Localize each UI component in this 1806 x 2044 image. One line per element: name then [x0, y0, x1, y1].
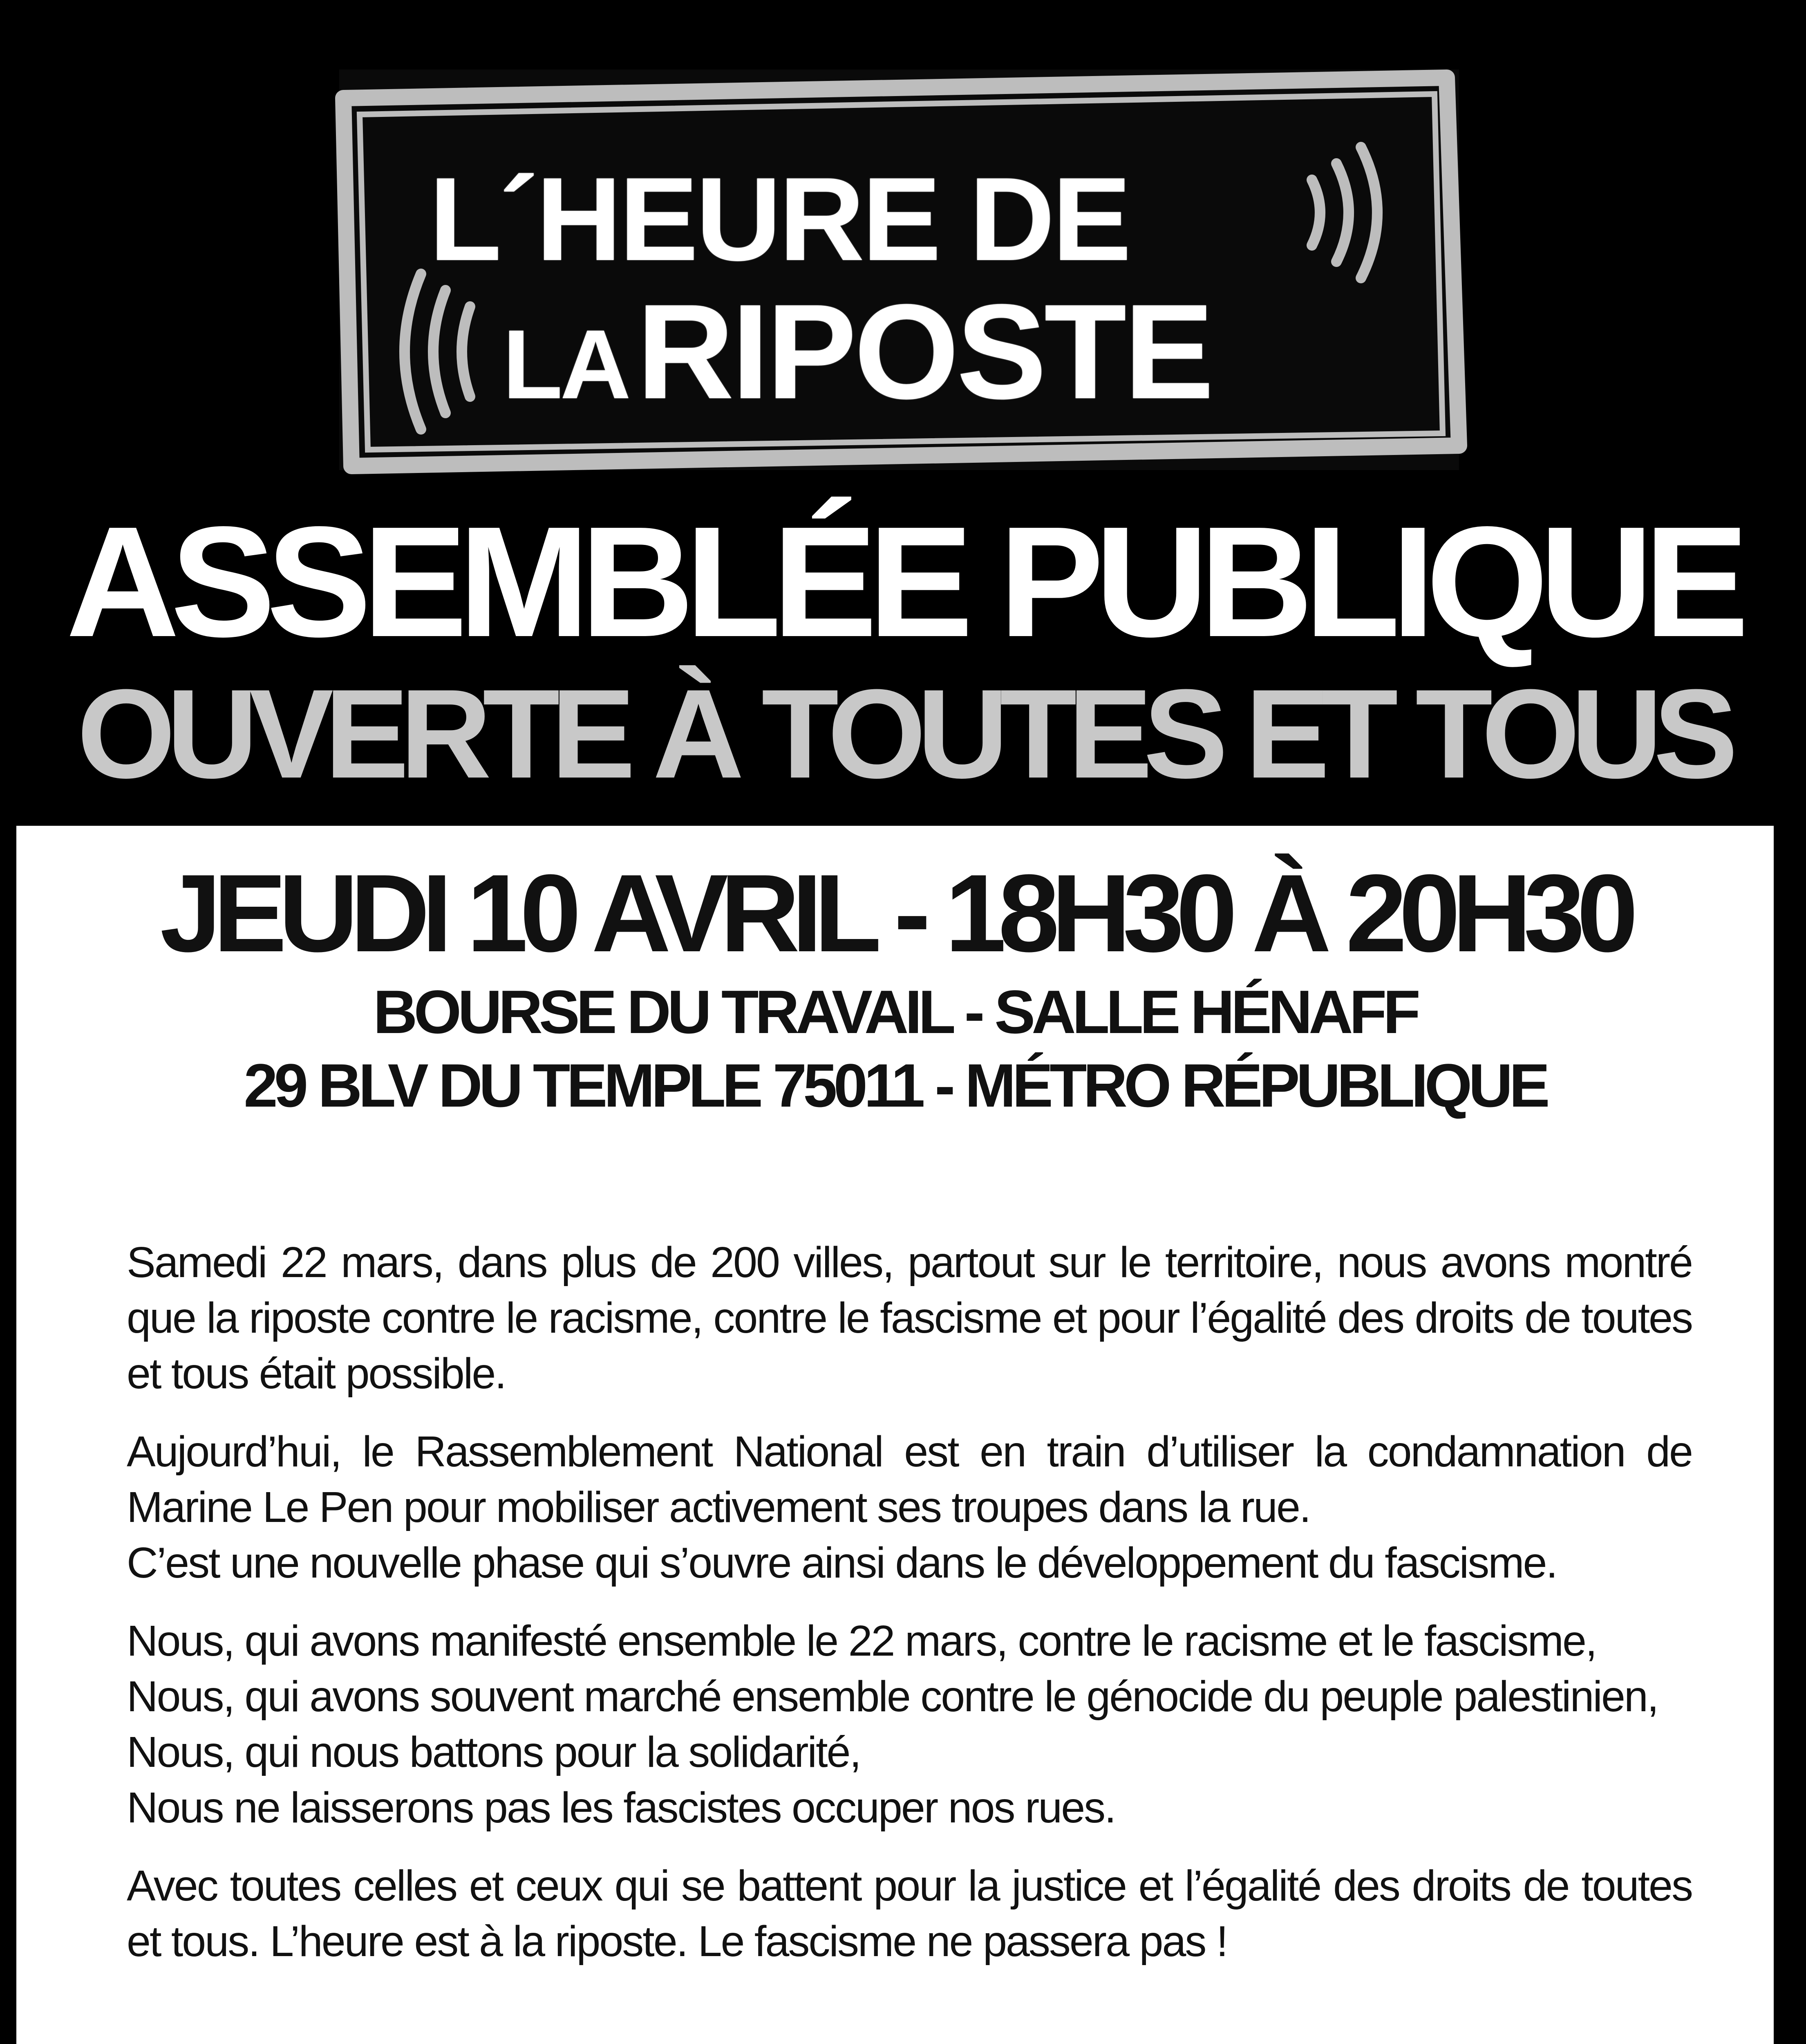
paragraph-3-line-c: Nous, qui nous battons pour la solidarité, [127, 1728, 860, 1776]
logo-line-1: L´HEURE DE [429, 153, 1129, 285]
paragraph-2-line-a: Aujourd’hui, le Rassemblement National est en train d’utiliser la condamnation de Marine Le Pen pour mobiliser activement ses troupes dans la rue. [127, 1428, 1692, 1531]
paragraph-3 [127, 1613, 1692, 1836]
paragraph-2-line-b: C’est une nouvelle phase qui s’ouvre ainsi dans le développement du fascisme. [127, 1539, 1557, 1587]
riposte-logo [315, 53, 1484, 482]
logo-line-2-small: LA [503, 309, 629, 419]
content-panel [16, 826, 1774, 2044]
paragraph-3-line-a: Nous, qui avons manifesté ensemble le 22 mars, contre le racisme et le fascisme, [127, 1617, 1596, 1665]
paragraph-4: Avec toutes celles et ceux qui se battent pour la justice et l’égalité des droits de toutes et tous. L’heure est à la riposte. Le fascisme ne passera pas ! [127, 1862, 1692, 1966]
event-venue: BOURSE DU TRAVAIL - SALLE HÉNAFF [373, 977, 1417, 1046]
paragraph-3-line-d: Nous ne laisserons pas les fascistes occuper nos rues. [127, 1784, 1115, 1832]
event-address: 29 BLV DU TEMPLE 75011 - MÉTRO RÉPUBLIQUE [244, 1051, 1546, 1120]
paragraph-3-line-b: Nous, qui avons souvent marché ensemble contre le génocide du peuple palestinien, [127, 1672, 1658, 1721]
logo-line-2-big: RIPOSTE [636, 276, 1212, 427]
headline-subtitle: OUVERTE À TOUTES ET TOUS [77, 663, 1729, 805]
event-date-time: JEUDI 10 AVRIL - 18H30 À 20H30 [160, 852, 1630, 975]
headline-title: ASSEMBLÉE PUBLIQUE [66, 493, 1740, 670]
logo-line-2 [503, 274, 1212, 429]
paragraph-1: Samedi 22 mars, dans plus de 200 villes, partout sur le territoire, nous avons montré que la riposte contre le racisme, contre le fascisme et pour l’égalité des droits de toutes et tous était possible. [127, 1238, 1692, 1398]
paragraph-2 [127, 1424, 1692, 1591]
body-text [127, 1235, 1692, 1992]
